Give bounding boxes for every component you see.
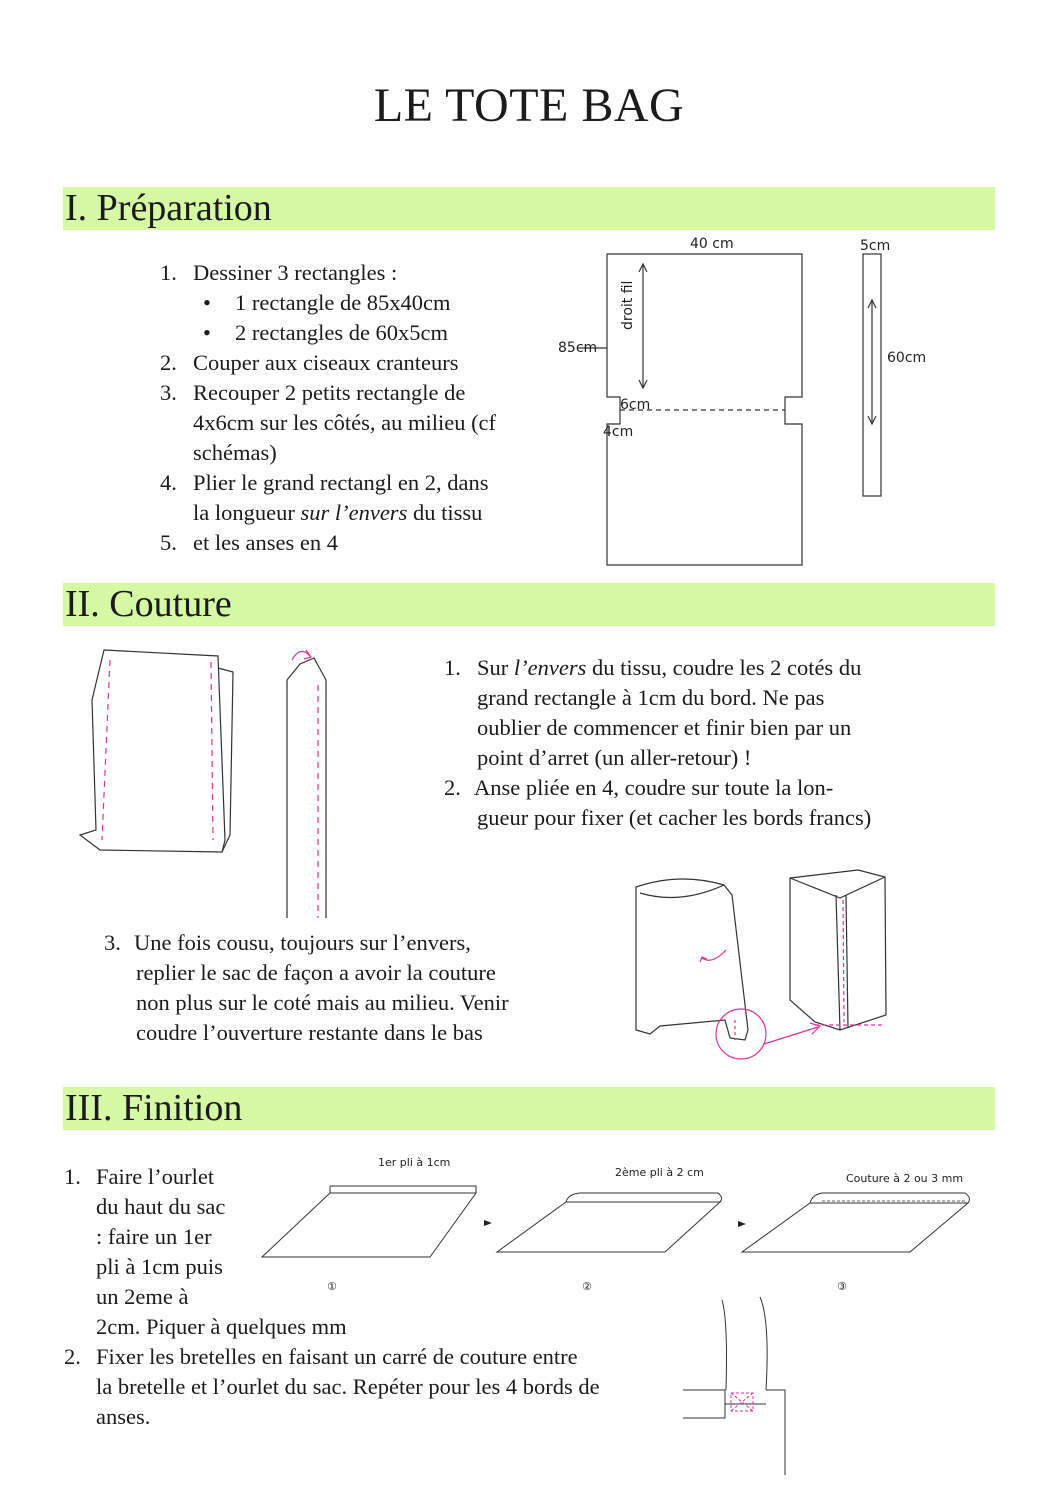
finition-steps — [64, 1162, 664, 1432]
list-item: 4x6cm sur les côtés, au milieu (cf — [193, 410, 497, 435]
list-item: grand rectangle à 1cm du bord. Ne pas — [477, 685, 825, 710]
list-item: 2. Fixer les bretelles en faisant un carré de couture entre — [64, 1344, 578, 1369]
list-item: oublier de commencer et finir bien par un — [477, 715, 852, 740]
list-item: 2. Anse pliée en 4, coudre sur toute la lon- — [444, 775, 834, 800]
hem-caption-1: 1er pli à 1cm — [378, 1156, 451, 1169]
list-item: 1. Dessiner 3 rectangles : — [160, 260, 398, 285]
dim-height-60: 60cm — [887, 350, 927, 366]
section-heading-text: I. Préparation — [65, 187, 272, 229]
list-item: coudre l’ouverture restante dans le bas — [136, 1020, 483, 1045]
list-item: : faire un 1er — [96, 1224, 212, 1249]
list-item: un 2eme à — [96, 1284, 189, 1309]
list-item: 1. Sur l’envers du tissu, coudre les 2 cotés du — [444, 655, 862, 680]
dim-notch-4: 4cm — [603, 424, 634, 440]
hem-caption-3: Couture à 2 ou 3 mm — [846, 1172, 964, 1185]
list-item: replier le sac de façon a avoir la couture — [136, 960, 496, 985]
list-item: point d’arret (un aller-retour) ! — [477, 745, 752, 770]
step-marker-1: ① — [327, 1280, 337, 1293]
list-item: gueur pour fixer (et cacher les bords francs) — [477, 805, 872, 830]
grain-label: droit fil — [620, 280, 636, 330]
dim-width-5: 5cm — [860, 238, 891, 254]
page-title: LE TOTE BAG — [373, 79, 685, 132]
section-heading-text: II. Couture — [65, 583, 232, 625]
list-item: non plus sur le coté mais au milieu. Venir — [136, 990, 509, 1015]
list-item: 5. et les anses en 4 — [160, 530, 338, 555]
list-item: du haut du sac — [96, 1194, 226, 1219]
step-marker-2: ② — [582, 1280, 592, 1293]
dim-width-40: 40 cm — [690, 236, 734, 252]
list-item: 1. Faire l’ourlet — [64, 1164, 215, 1189]
list-item: la longueur sur l’envers du tissu — [193, 500, 483, 525]
step-marker-3: ③ — [837, 1280, 847, 1293]
list-item: • 2 rectangles de 60x5cm — [203, 320, 449, 345]
section-heading-text: III. Finition — [65, 1087, 243, 1129]
list-item: schémas) — [193, 440, 277, 465]
list-item: anses. — [96, 1404, 151, 1429]
list-item: pli à 1cm puis — [96, 1254, 223, 1279]
list-item: • 1 rectangle de 85x40cm — [203, 290, 451, 315]
list-item: la bretelle et l’ourlet du sac. Repéter pour les 4 bords de — [96, 1374, 600, 1399]
dim-height-85: 85cm — [558, 340, 598, 356]
list-item: 3. Recouper 2 petits rectangle de — [160, 380, 466, 405]
list-item: 3. Une fois cousu, toujours sur l’envers, — [104, 930, 471, 955]
hem-caption-2: 2ème pli à 2 cm — [615, 1166, 704, 1179]
list-item: 2cm. Piquer à quelques mm — [96, 1314, 347, 1339]
list-item: 2. Couper aux ciseaux cranteurs — [160, 350, 459, 375]
list-item: 4. Plier le grand rectangl en 2, dans — [160, 470, 489, 495]
dim-notch-6: 6cm — [620, 397, 651, 413]
